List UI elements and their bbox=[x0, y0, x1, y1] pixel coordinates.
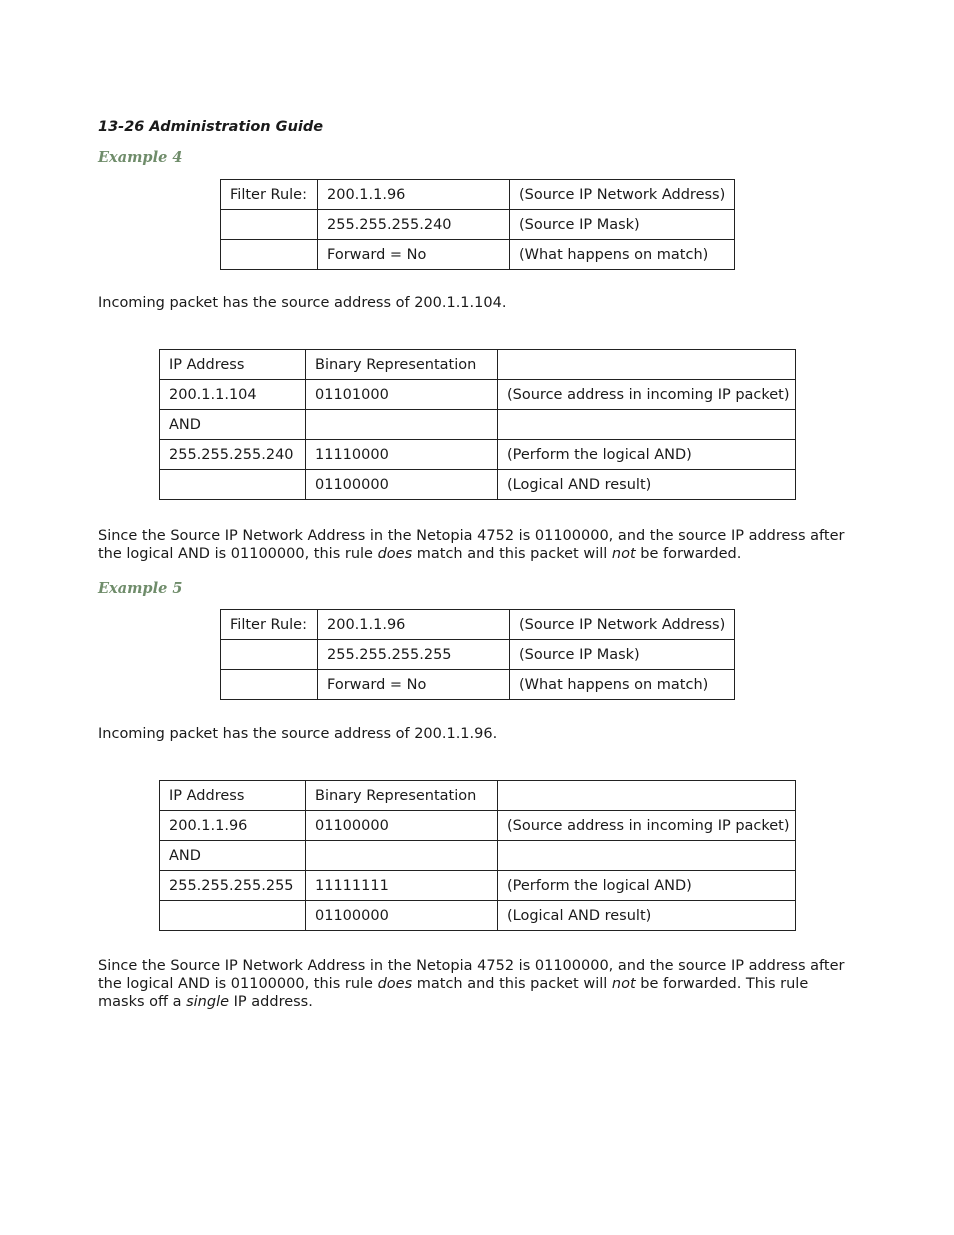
table-row bbox=[221, 210, 735, 240]
conclusion-text: match and this packet will bbox=[412, 976, 612, 992]
table-cell: IP Address bbox=[160, 350, 306, 380]
conclusion-text: IP address. bbox=[229, 994, 313, 1010]
table-cell bbox=[306, 841, 498, 871]
emphasis-does: does bbox=[377, 546, 413, 562]
table-cell: 01100000 bbox=[306, 811, 498, 841]
table-cell: (What happens on match) bbox=[510, 670, 735, 700]
table-cell: 200.1.1.96 bbox=[318, 180, 510, 210]
example-5-filter-table bbox=[220, 609, 735, 700]
table-cell: 255.255.255.255 bbox=[160, 871, 306, 901]
table-row bbox=[160, 410, 796, 440]
table-cell: Forward = No bbox=[318, 670, 510, 700]
table-cell: AND bbox=[160, 410, 306, 440]
table-cell: (Perform the logical AND) bbox=[498, 871, 796, 901]
table-row bbox=[160, 470, 796, 500]
table-cell: (Perform the logical AND) bbox=[498, 440, 796, 470]
emphasis-not: not bbox=[611, 976, 636, 992]
table-cell: 200.1.1.96 bbox=[318, 610, 510, 640]
table-cell: AND bbox=[160, 841, 306, 871]
table-cell: (Source IP Network Address) bbox=[510, 180, 735, 210]
example-4-filter-table bbox=[220, 179, 735, 270]
conclusion-text: Since the Source IP Network Address in the Netopia 4752 is 01100000, and the source IP address after the logical AND is 01100000, this rule bbox=[98, 528, 845, 562]
table-cell: 01100000 bbox=[306, 470, 498, 500]
table-row bbox=[160, 871, 796, 901]
table-cell: Binary Representation bbox=[306, 350, 498, 380]
table-cell: IP Address bbox=[160, 781, 306, 811]
table-row bbox=[160, 380, 796, 410]
running-head: 13-26 Administration Guide bbox=[98, 119, 324, 135]
table-row bbox=[221, 610, 735, 640]
table-row bbox=[160, 841, 796, 871]
table-cell bbox=[160, 901, 306, 931]
conclusion-text: be forwarded. bbox=[635, 546, 742, 562]
conclusion-text: be forwarded. This rule masks off a bbox=[98, 976, 809, 1010]
table-row bbox=[160, 781, 796, 811]
table-cell: Forward = No bbox=[318, 240, 510, 270]
table-cell: (What happens on match) bbox=[510, 240, 735, 270]
table-cell bbox=[221, 240, 318, 270]
example-4-heading: Example 4 bbox=[98, 149, 183, 166]
table-row bbox=[221, 640, 735, 670]
table-cell: 11111111 bbox=[306, 871, 498, 901]
table-row bbox=[160, 901, 796, 931]
table-cell: 200.1.1.96 bbox=[160, 811, 306, 841]
table-cell: Filter Rule: bbox=[221, 610, 318, 640]
table-cell: (Source IP Network Address) bbox=[510, 610, 735, 640]
table-row bbox=[221, 670, 735, 700]
table-row bbox=[221, 180, 735, 210]
table-cell: Filter Rule: bbox=[221, 180, 318, 210]
table-cell bbox=[306, 410, 498, 440]
emphasis-single: single bbox=[186, 994, 230, 1010]
table-cell bbox=[498, 841, 796, 871]
example-4-conclusion bbox=[98, 527, 858, 563]
table-row bbox=[221, 240, 735, 270]
table-cell: (Source IP Mask) bbox=[510, 210, 735, 240]
table-cell bbox=[498, 781, 796, 811]
table-cell: Binary Representation bbox=[306, 781, 498, 811]
example-5-heading: Example 5 bbox=[98, 580, 183, 597]
table-cell: 255.255.255.240 bbox=[160, 440, 306, 470]
conclusion-text: Since the Source IP Network Address in the Netopia 4752 is 01100000, and the source IP address after the logical AND is 01100000, this rule bbox=[98, 958, 845, 992]
table-row bbox=[160, 350, 796, 380]
example-5-conclusion bbox=[98, 957, 858, 1011]
table-cell: (Source address in incoming IP packet) bbox=[498, 380, 796, 410]
conclusion-text: match and this packet will bbox=[412, 546, 612, 562]
table-cell: 255.255.255.255 bbox=[318, 640, 510, 670]
table-cell: 01101000 bbox=[306, 380, 498, 410]
table-cell: (Source IP Mask) bbox=[510, 640, 735, 670]
table-cell: (Logical AND result) bbox=[498, 470, 796, 500]
table-cell: 255.255.255.240 bbox=[318, 210, 510, 240]
table-cell: 200.1.1.104 bbox=[160, 380, 306, 410]
table-cell: 11110000 bbox=[306, 440, 498, 470]
table-cell bbox=[498, 410, 796, 440]
table-cell: (Logical AND result) bbox=[498, 901, 796, 931]
emphasis-not: not bbox=[611, 546, 636, 562]
table-cell bbox=[221, 210, 318, 240]
example-5-binary-table bbox=[159, 780, 796, 931]
table-row bbox=[160, 811, 796, 841]
table-cell bbox=[498, 350, 796, 380]
table-cell: 01100000 bbox=[306, 901, 498, 931]
table-cell bbox=[160, 470, 306, 500]
table-cell bbox=[221, 640, 318, 670]
table-row bbox=[160, 440, 796, 470]
table-cell bbox=[221, 670, 318, 700]
example-5-incoming-text: Incoming packet has the source address of 200.1.1.96. bbox=[98, 726, 498, 742]
example-4-incoming-text: Incoming packet has the source address of 200.1.1.104. bbox=[98, 295, 507, 311]
table-cell: (Source address in incoming IP packet) bbox=[498, 811, 796, 841]
example-4-binary-table bbox=[159, 349, 796, 500]
emphasis-does: does bbox=[377, 976, 413, 992]
